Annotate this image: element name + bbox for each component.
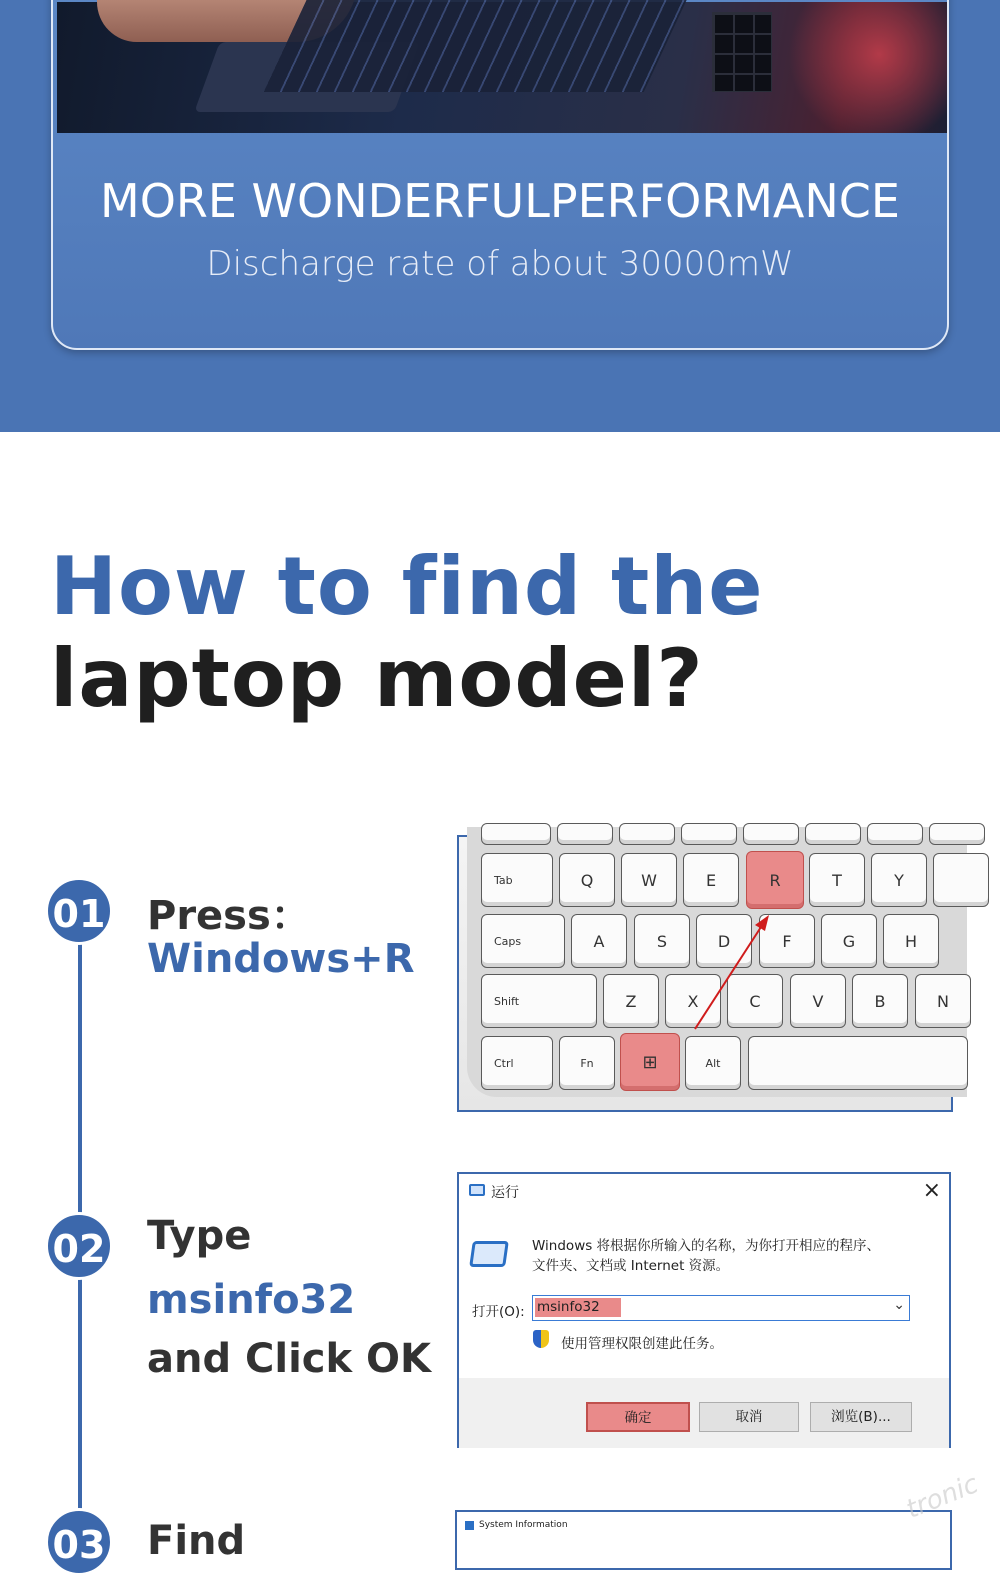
key-z: Z (603, 974, 659, 1028)
run-description-line-2: 文件夹、文档或 Internet 资源。 (532, 1258, 730, 1274)
rubiks-cube-image (712, 12, 772, 92)
run-icon (469, 1184, 485, 1196)
key-x: X (665, 974, 721, 1028)
arrow-r-to-windows (459, 837, 955, 1114)
key-d: D (696, 914, 752, 968)
key-t: T (809, 853, 865, 907)
performance-card (51, 0, 949, 350)
headline-line-1: How to find the (50, 540, 764, 633)
step-1-keys: Windows+R (147, 936, 415, 982)
key-g: G (821, 914, 877, 968)
open-label: 打开(O): (472, 1304, 525, 1320)
key-r-highlighted: R (746, 851, 804, 909)
laptop-gaming-photo (57, 2, 947, 133)
run-description-line-1: Windows 将根据你所输入的名称，为你打开相应的程序、 (532, 1238, 881, 1254)
brand-watermark: tronic (902, 1469, 983, 1525)
key-ctrl: Ctrl (481, 1036, 553, 1090)
step-2-command: msinfo32 (147, 1277, 356, 1323)
banner-subtitle: Discharge rate of about 30000mW (206, 244, 794, 284)
system-information-window (455, 1510, 952, 1570)
step-2-badge: 02 (45, 1212, 113, 1280)
system-information-title: System Information (479, 1520, 568, 1530)
key-q: Q (559, 853, 615, 907)
keyboard-image (457, 835, 953, 1112)
key-v: V (790, 974, 846, 1028)
browse-button[interactable]: 浏览(B)... (810, 1402, 912, 1432)
run-dialog-title: 运行 (491, 1185, 519, 1201)
run-dialog-titlebar (459, 1174, 949, 1208)
key-e: E (683, 853, 739, 907)
key-b: B (852, 974, 908, 1028)
key-tab: Tab (481, 853, 553, 907)
admin-shield-icon (533, 1330, 549, 1348)
key-caps: Caps (481, 914, 565, 968)
key-a: A (571, 914, 627, 968)
key-n: N (915, 974, 971, 1028)
step-2-action: and Click OK (147, 1336, 432, 1382)
step-1-badge: 01 (45, 877, 113, 945)
run-dialog-footer (459, 1378, 949, 1448)
key-f: F (759, 914, 815, 968)
banner-title: MORE WONDERFULPERFORMANCE (100, 174, 900, 228)
cancel-button[interactable]: 取消 (699, 1402, 799, 1432)
key-windows-highlighted: ⊞ (620, 1033, 680, 1091)
chevron-down-icon[interactable]: ⌄ (893, 1297, 905, 1313)
key-fn: Fn (559, 1036, 615, 1090)
step-3-label: Find (147, 1518, 246, 1564)
key-y: Y (871, 853, 927, 907)
key-w: W (621, 853, 677, 907)
run-command-input[interactable] (532, 1295, 910, 1321)
key-shift: Shift (481, 974, 597, 1028)
run-command-value: msinfo32 (535, 1298, 621, 1317)
run-program-icon (469, 1241, 509, 1267)
close-icon[interactable]: × (922, 1178, 941, 1203)
headline-line-2: laptop model? (50, 632, 704, 725)
key-alt: Alt (685, 1036, 741, 1090)
key-c: C (727, 974, 783, 1028)
run-dialog (457, 1172, 951, 1448)
admin-notice: 使用管理权限创建此任务。 (561, 1336, 723, 1352)
system-information-icon (465, 1521, 474, 1530)
hero-banner (0, 0, 1000, 432)
step-1-label: Press： (147, 893, 311, 939)
step-2-label: Type (147, 1213, 252, 1259)
ok-button[interactable]: 确定 (586, 1402, 690, 1432)
step-3-badge: 03 (45, 1508, 113, 1576)
key-h: H (883, 914, 939, 968)
key-s: S (634, 914, 690, 968)
